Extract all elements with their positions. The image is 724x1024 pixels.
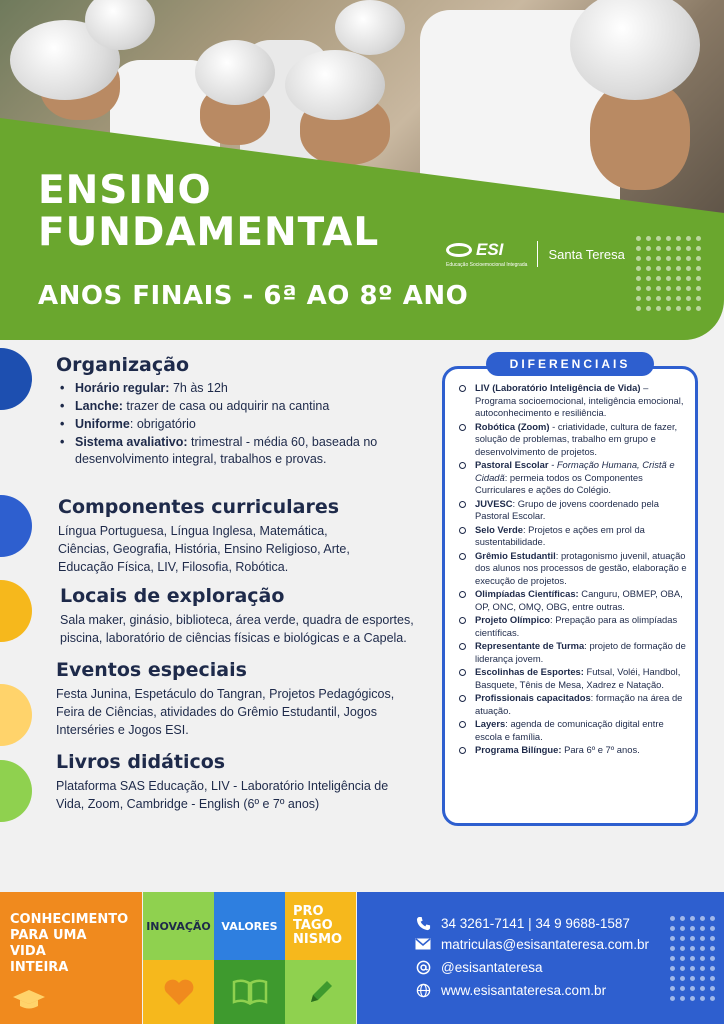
contact-phone[interactable] (415, 915, 630, 931)
campus-name: Santa Teresa (548, 246, 625, 262)
page-subtitle: ANOS FINAIS - 6ª AO 8º ANO (38, 281, 469, 311)
section-text: Plataforma SAS Educação, LIV - Laboratório Inteligência de Vida, Zoom, Cambridge - English (6º e 7º anos) (56, 779, 389, 811)
diferenciais-title: DIFERENCIAIS (486, 352, 654, 376)
slogan: CONHECIMENTO PARA UMA VIDA INTEIRA (10, 912, 129, 975)
list-item: • Uniforme: obrigatório (74, 416, 436, 433)
heart-tile (143, 960, 214, 1024)
section-text: Língua Portuguesa, Língua Inglesa, Matemática, Ciências, Geografia, História, Ensino Religioso, Arte, Educação Física, LIV, Filosofia, Robótica. (58, 524, 350, 574)
section-componentes (58, 496, 358, 576)
eye-icon (446, 243, 472, 257)
list-item: Profissionais capacitados: formação na área de atuação. (458, 692, 690, 717)
list-item: Selo Verde: Projetos e ações em prol da sustentabilidade. (458, 524, 690, 549)
side-circle-blue (0, 495, 32, 557)
side-circle-yellow (0, 580, 32, 642)
logo-divider (537, 241, 538, 267)
list-item: Grêmio Estudantil: protagonismo juvenil, atuação dos alunos nos processos de gestão, elaboração e execução de projetos. (458, 550, 690, 588)
contact-email[interactable] (415, 936, 649, 952)
section-title: Componentes curriculares (58, 496, 340, 518)
organizacao-list (74, 380, 436, 468)
tile-inovacao: INOVAÇÃO (143, 892, 214, 960)
slogan-tile (0, 892, 142, 1024)
section-locais (60, 585, 432, 647)
list-item: Layers: agenda de comunicação digital entre escola e família. (458, 718, 690, 743)
logo-text: ESI (476, 240, 504, 259)
phone-icon (415, 915, 431, 931)
logo-tagline: Educação Socioemocional Integrada (446, 262, 528, 268)
title-line-2: FUNDAMENTAL (38, 210, 380, 255)
list-item: Programa Bilíngue: Para 6º e 7º anos. (458, 744, 690, 757)
tile-valores: VALORES (214, 892, 285, 960)
decorative-dots (670, 916, 715, 1001)
contact-instagram[interactable] (415, 959, 543, 975)
list-item: JUVESC: Grupo de jovens coordenado pela Pastoral Escolar. (458, 498, 690, 523)
title-line-1: ENSINO (38, 168, 212, 213)
side-circle-light-yellow (0, 684, 32, 746)
list-item: Pastoral Escolar - Formação Humana, Cristã e Cidadã: permeia todos os Componentes Curriculares e ações do Colégio. (458, 459, 690, 497)
section-title: Organização (56, 354, 189, 376)
instagram-handle: @esisantateresa (441, 959, 543, 975)
section-text: Sala maker, ginásio, biblioteca, área verde, quadra de esportes, piscina, laboratório de ciências físicas e biológicas e a Capela. (60, 613, 414, 645)
mail-icon (415, 936, 431, 952)
side-circle-blue-dark (0, 348, 32, 410)
phone-number: 34 3261-7141 | 34 9 9688-1587 (441, 915, 630, 931)
school-logo (446, 240, 625, 268)
at-icon (415, 959, 431, 975)
globe-icon (415, 982, 431, 998)
heart-icon (163, 978, 195, 1006)
section-title: Livros didáticos (56, 751, 226, 773)
list-item: Robótica (Zoom) - criatividade, cultura de fazer, solução de problemas, trabalho em grupo e desenvolvimento de projetos. (458, 421, 690, 459)
book-tile (214, 960, 285, 1024)
section-eventos (56, 659, 406, 739)
footer (0, 892, 724, 1024)
website-url: www.esisantateresa.com.br (441, 982, 607, 998)
contact-website[interactable] (415, 982, 606, 998)
section-title: Locais de exploração (60, 585, 285, 607)
pencil-icon (306, 977, 336, 1007)
email-address: matriculas@esisantateresa.com.br (441, 936, 650, 952)
contact-panel (357, 892, 724, 1024)
list-item: Projeto Olímpico: Prepação para as olimpíadas científicas. (458, 614, 690, 639)
section-title: Eventos especiais (56, 659, 247, 681)
tile-protagonismo: PRO TAGO NISMO (285, 892, 356, 960)
section-organizacao (56, 354, 436, 469)
decorative-dots (636, 236, 701, 311)
pencil-tile (285, 960, 356, 1024)
list-item: • Horário regular: 7h às 12h (74, 380, 436, 397)
list-item: • Lanche: trazer de casa ou adquirir na cantina (74, 398, 436, 415)
list-item: LIV (Laboratório Inteligência de Vida) – Programa socioemocional, inteligência emocional, autoconhecimento e resiliência. (458, 382, 690, 420)
list-item: Escolinhas de Esportes: Futsal, Voléi, Handbol, Basquete, Tênis de Mesa, Xadrez e Natação. (458, 666, 690, 691)
section-text: Festa Junina, Espetáculo do Tangran, Projetos Pedagógicos, Feira de Ciências, atividades do Grêmio Estudantil, Jogos Interséries e Jogos ESI. (56, 687, 395, 737)
hero (0, 0, 724, 345)
graduation-cap-icon (12, 988, 46, 1012)
book-icon (232, 979, 268, 1005)
page-title (38, 170, 379, 254)
side-circle-green (0, 760, 32, 822)
list-item: • Sistema avaliativo: trimestral - média 60, baseada no desenvolvimento integral, trabalhos e provas. (74, 434, 404, 468)
list-item: Olimpíadas Científicas: Canguru, OBMEP, OBA, OP, ONC, OMQ, OBG, entre outras. (458, 588, 690, 613)
section-livros (56, 751, 416, 813)
diferenciais-list (458, 382, 690, 758)
list-item: Representante de Turma: projeto de formação de liderança jovem. (458, 640, 690, 665)
